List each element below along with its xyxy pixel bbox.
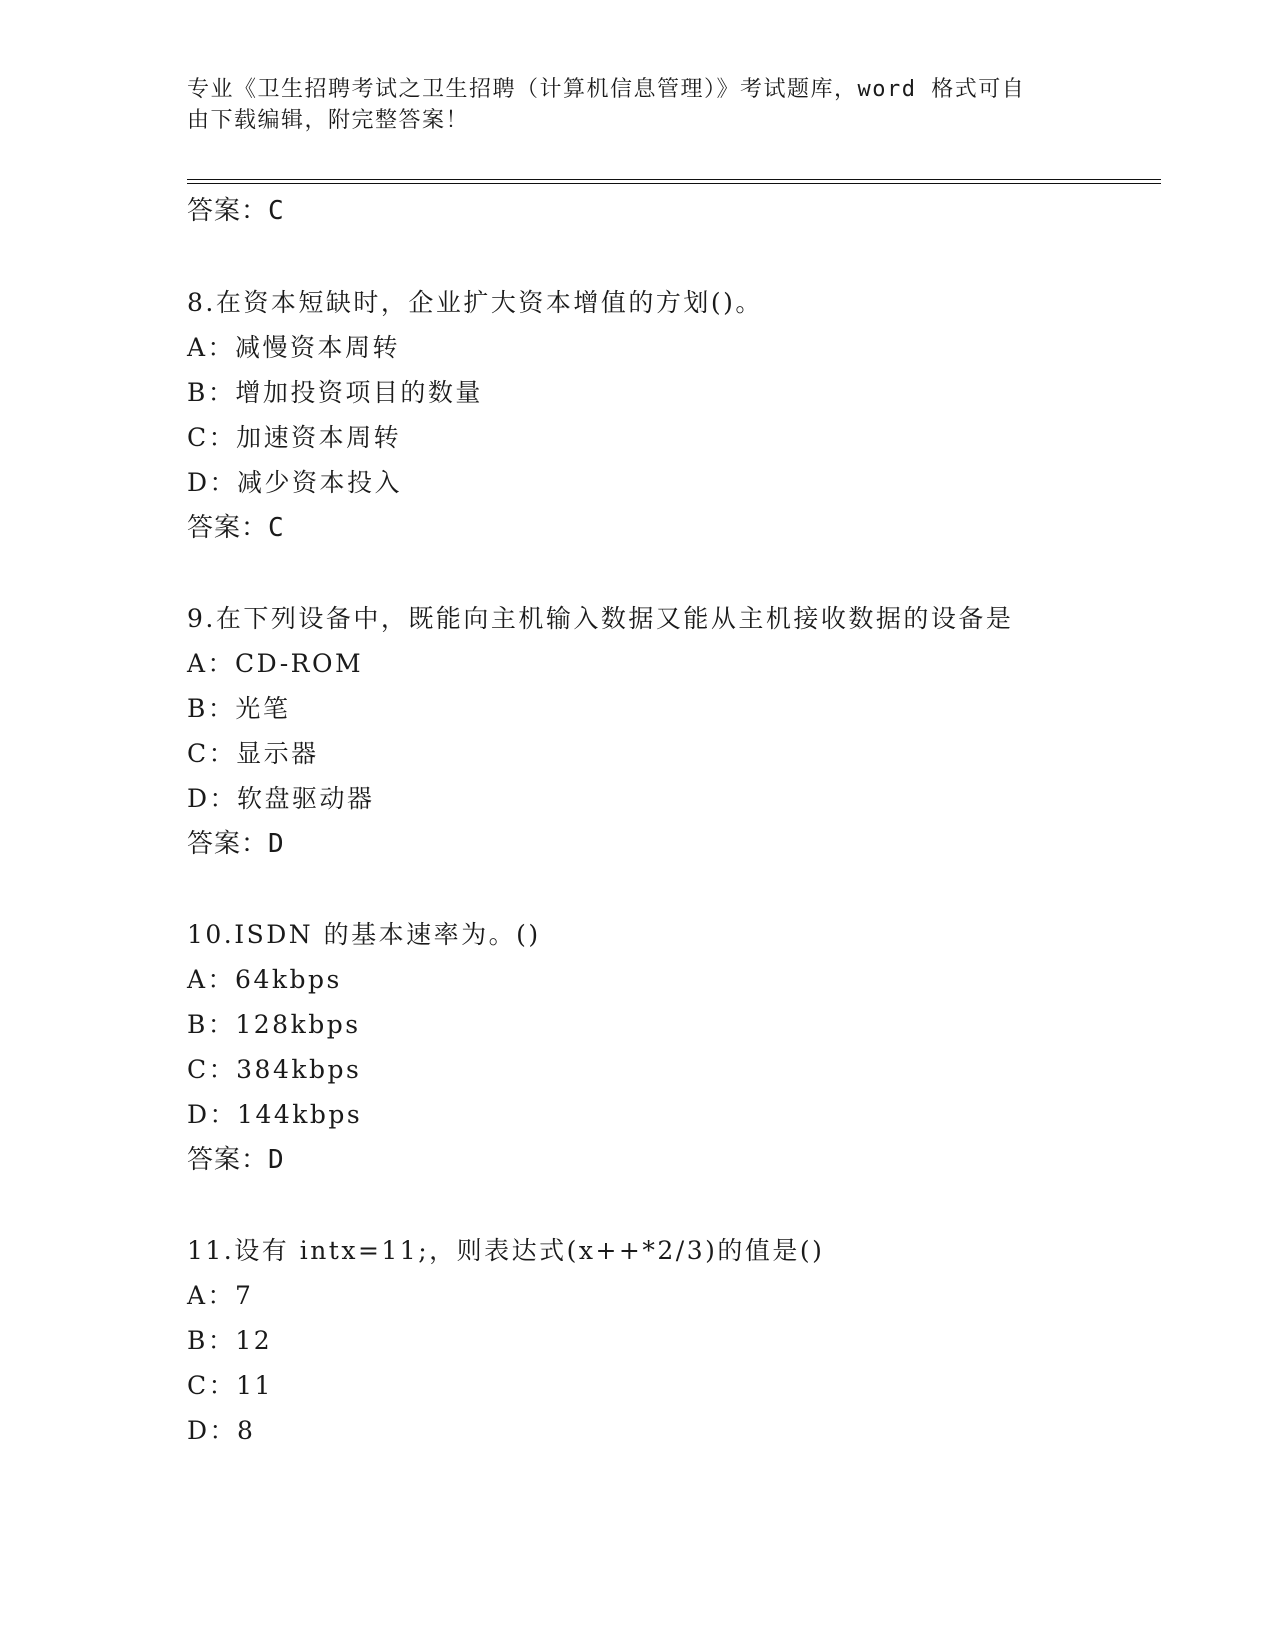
header-divider-top — [187, 179, 1161, 180]
question-8-option-c: C：加速资本周转 — [187, 423, 402, 452]
question-8-answer: 答案：C — [187, 513, 285, 543]
question-10-option-a: A：64kbps — [187, 965, 342, 994]
question-11-option-a: A：7 — [187, 1281, 254, 1310]
question-9-option-b: B：光笔 — [187, 694, 291, 723]
answer-line-prev: 答案：C — [187, 196, 285, 226]
document-header — [187, 74, 1067, 136]
question-8-stem: 8.在资本短缺时，企业扩大资本增值的方划()。 — [187, 288, 763, 317]
question-9-stem: 9.在下列设备中，既能向主机输入数据又能从主机接收数据的设备是 — [187, 604, 1014, 633]
question-9-option-d: D：软盘驱动器 — [187, 784, 375, 813]
header-line-1: 专业《卫生招聘考试之卫生招聘（计算机信息管理）》考试题库，word 格式可自 — [187, 77, 1026, 102]
header-divider-bottom — [187, 183, 1161, 184]
question-10-option-c: C：384kbps — [187, 1055, 362, 1084]
question-11-option-c: C：11 — [187, 1371, 273, 1400]
question-10-option-b: B：128kbps — [187, 1010, 361, 1039]
question-9-answer: 答案：D — [187, 829, 285, 859]
question-10-answer: 答案：D — [187, 1145, 285, 1175]
question-9-option-c: C：显示器 — [187, 739, 319, 768]
question-10-stem: 10.ISDN 的基本速率为。() — [187, 920, 541, 949]
question-8-option-b: B：增加投资项目的数量 — [187, 378, 483, 407]
header-line-2: 由下载编辑，附完整答案！ — [187, 108, 470, 133]
question-8-option-a: A：减慢资本周转 — [187, 333, 401, 362]
question-11-option-d: D：8 — [187, 1416, 256, 1445]
question-11-stem: 11.设有 intx=11;，则表达式(x++*2/3)的值是() — [187, 1236, 825, 1265]
question-8-option-d: D：减少资本投入 — [187, 468, 403, 497]
question-11-option-b: B：12 — [187, 1326, 273, 1355]
question-10-option-d: D：144kbps — [187, 1100, 363, 1129]
question-9-option-a: A：CD-ROM — [187, 649, 364, 678]
